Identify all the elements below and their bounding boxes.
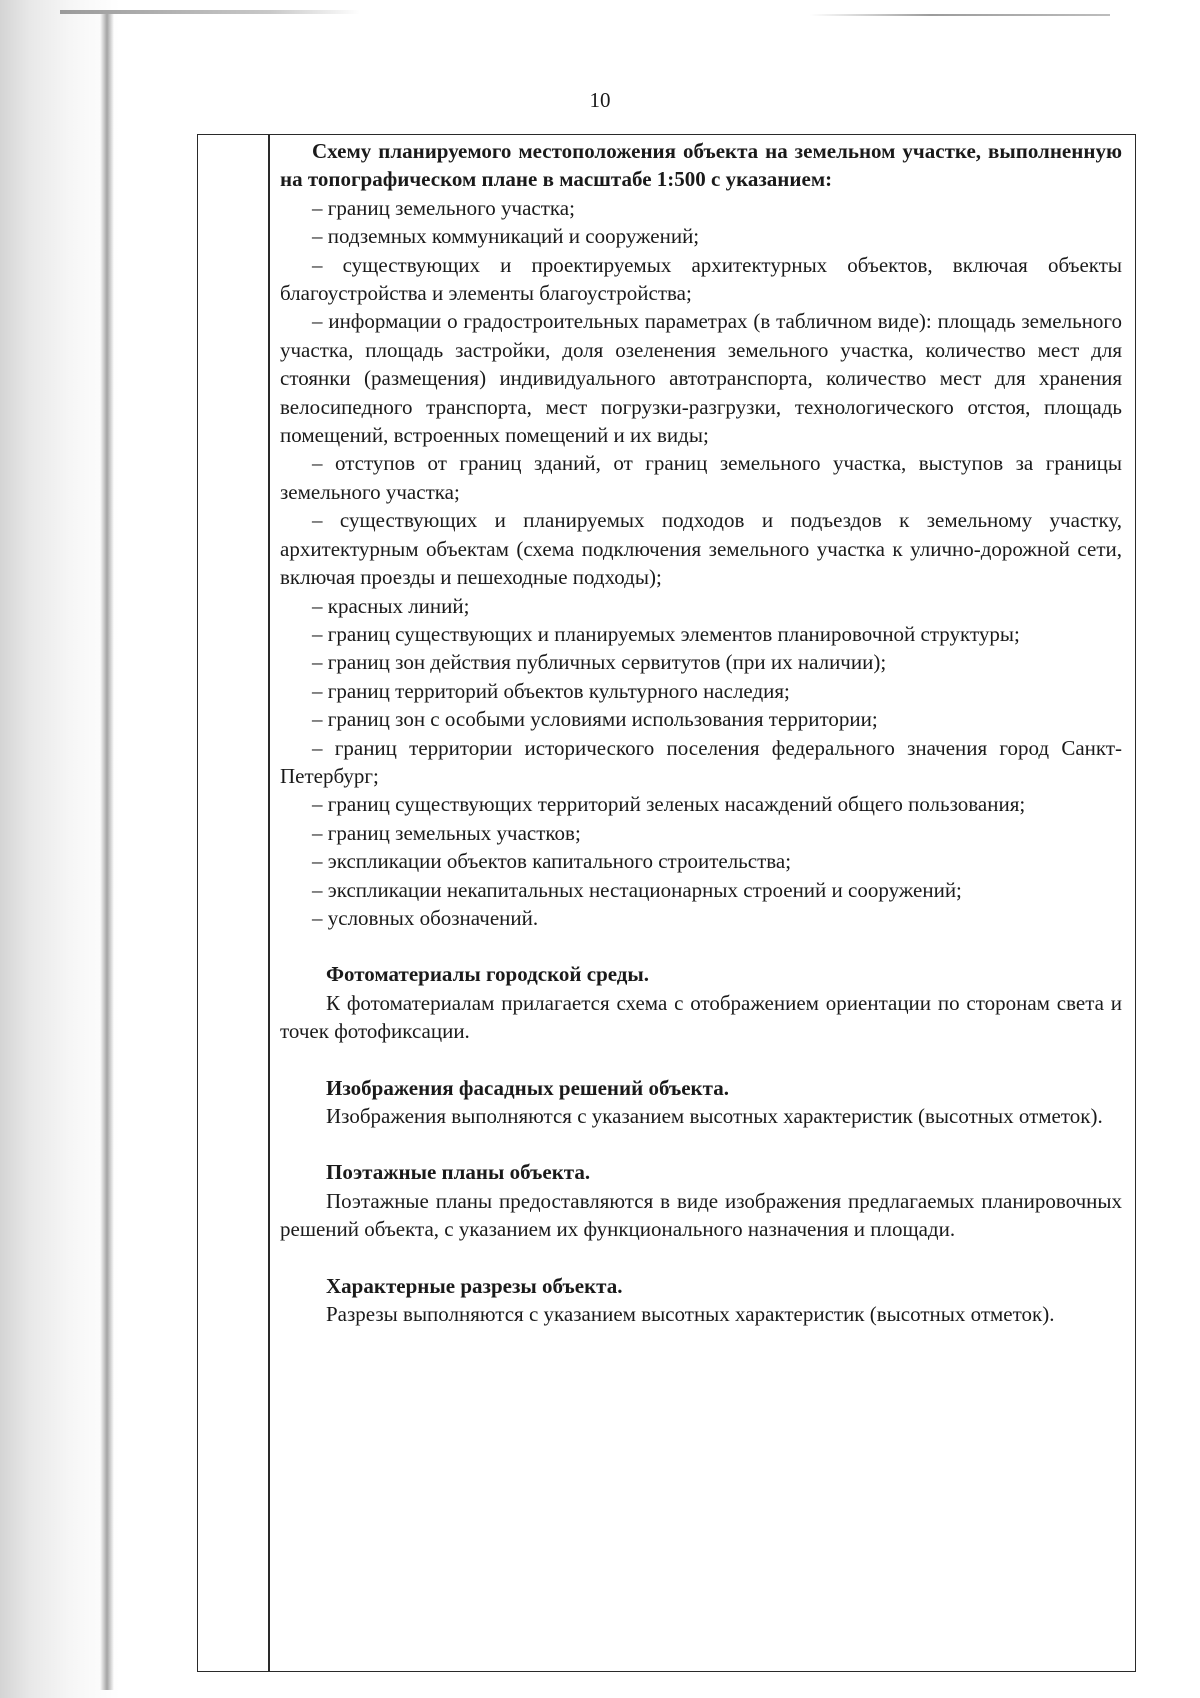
scheme-item: – экспликации объектов капитального строительства; (312, 849, 792, 874)
scheme-item: – красных линий; (312, 593, 470, 618)
facades-heading: Изображения фасадных решений объекта. (326, 1075, 729, 1100)
spacer (280, 1130, 1122, 1158)
scheme-item: – существующих и проектируемых архитектурных объектов, включая объекты благоустройства и элементы благоустройства; (280, 252, 1122, 306)
scheme-item: – границ существующих и планируемых элементов планировочной структуры; (312, 621, 1020, 646)
scheme-item: – подземных коммуникаций и сооружений; (312, 224, 700, 249)
scheme-item: – границ земельного участка; (312, 195, 575, 220)
spacer (280, 1046, 1122, 1074)
scheme-item: – границ зон действия публичных сервитутов (при их наличии); (312, 650, 887, 675)
scheme-item: – условных обозначений. (312, 905, 539, 930)
floor-plans-text: Поэтажные планы предоставляются в виде изображения предлагаемых планировочных решений объекта, с указанием их функционального назначения и площади. (280, 1188, 1122, 1242)
scan-top-artifact-left (60, 10, 360, 14)
scan-top-artifact-right (810, 14, 1110, 16)
scheme-item: – экспликации некапитальных нестационарных строений и сооружений; (312, 877, 962, 902)
scheme-item: – информации о градостроительных параметрах (в табличном виде): площадь земельного участка, площадь застройки, доля озеленения земельного участка, количество мест для стоянки (размещения) индивидуального автотранспорта, количество мест для хранения велосипедного транспорта, мест погрузки-разгрузки, технологического отстоя, площадь помещений, встроенных помещений и их виды; (280, 309, 1122, 448)
photos-heading: Фотоматериалы городской среды. (326, 962, 650, 987)
scheme-item: – отступов от границ зданий, от границ земельного участка, выступов за границы земельного участка; (280, 451, 1122, 504)
scheme-item: – границ существующих территорий зеленых насаждений общего пользования; (312, 792, 1026, 817)
sections-heading: Характерные разрезы объекта. (326, 1273, 623, 1298)
spacer (280, 932, 1122, 960)
photos-text: К фотоматериалам прилагается схема с отображением ориентации по сторонам света и точек фотофиксации. (280, 990, 1122, 1044)
scheme-item: – границ земельных участков; (312, 820, 581, 845)
floor-plans-heading: Поэтажные планы объекта. (326, 1160, 591, 1185)
page-number: 10 (589, 88, 611, 112)
scheme-item: – границ территорий объектов культурного наследия; (312, 678, 790, 703)
scheme-item: – существующих и планируемых подходов и подъездов к земельному участку, архитектурным объектам (схема подключения земельного участка к улично-дорожной сети, включая проезды и пешеходные подходы); (280, 508, 1122, 590)
scan-binding-shadow (100, 10, 114, 1690)
sections-text: Разрезы выполняются с указанием высотных характеристик (высотных отметок). (326, 1302, 1055, 1327)
spacer (280, 1244, 1122, 1272)
scheme-item: – границ зон с особыми условиями использования территории; (312, 707, 878, 732)
scheme-item: – границ территории исторического поселения федерального значения город Санкт-Петербург; (280, 735, 1122, 788)
scheme-heading: Схему планируемого местоположения объекта на земельном участке, выполненную на топографическом плане в масштабе 1:500 с указанием: (280, 139, 1122, 192)
table-column-divider (268, 134, 270, 1672)
document-content (280, 137, 1122, 1328)
facades-text: Изображения выполняются с указанием высотных характеристик (высотных отметок). (326, 1104, 1103, 1128)
